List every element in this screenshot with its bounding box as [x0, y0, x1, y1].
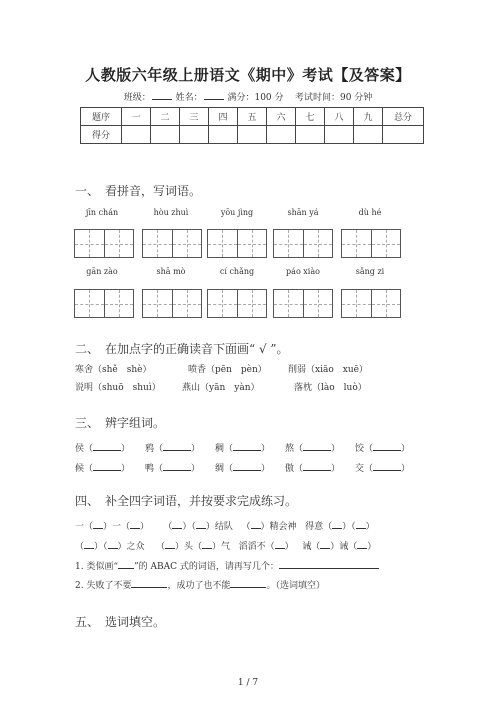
answer-blank[interactable]	[202, 539, 212, 549]
writing-grid[interactable]	[341, 289, 401, 318]
pinyin-label: cí chǎng	[219, 267, 255, 276]
pinyin-label: dù hé	[358, 208, 382, 217]
answer-blank[interactable]	[320, 539, 330, 549]
section-3-title: 三、 辨字组词。	[75, 416, 166, 430]
answer-blank[interactable]	[108, 539, 118, 549]
score-table-score-row	[81, 126, 424, 144]
idiom-line-2: （ ）（ ）之众 （ ）头（ ）气 滔滔不（ ） 诫（ ）诫（ ）	[75, 539, 376, 552]
score-cell: 四	[209, 108, 238, 126]
exam-info-line	[0, 90, 496, 103]
section-4-title: 四、 补全四字词语，并按要求完成练习。	[75, 494, 298, 508]
word-group-item: 饺（ ）	[355, 441, 410, 454]
full-score-label: 满分：100 分	[227, 93, 284, 103]
word-group-item: 绸（ ）	[215, 461, 270, 474]
writing-grid[interactable]	[273, 229, 333, 258]
answer-blank[interactable]	[93, 519, 103, 529]
score-input-cell[interactable]	[383, 126, 424, 144]
word-group-item: 鸭（ ）	[145, 461, 200, 474]
word-group-item: 交（ ）	[355, 461, 410, 474]
score-cell: 八	[325, 108, 354, 126]
score-cell: 五	[238, 108, 267, 126]
answer-blank[interactable]	[196, 519, 206, 529]
word-group-item: 侯（ ）	[75, 441, 130, 454]
pinyin-label: sǎng zi	[355, 267, 385, 276]
pinyin-label: páo xiào	[286, 267, 320, 276]
score-input-cell[interactable]	[180, 126, 209, 144]
answer-blank[interactable]	[163, 441, 191, 451]
writing-grid[interactable]	[273, 289, 333, 318]
word-group-item: 鸦（ ）	[145, 441, 200, 454]
score-input-cell[interactable]	[238, 126, 267, 144]
idiom-line-1: 一（ ）一（ ） （ ）（ ）结队 （ ）精会神 得意（ ）（ ）	[75, 519, 375, 532]
answer-blank[interactable]	[233, 441, 261, 451]
score-input-cell[interactable]	[122, 126, 151, 144]
answer-blank[interactable]	[163, 461, 191, 471]
section-1-title: 一、 看拼音，写词语。	[75, 184, 202, 198]
answer-blank[interactable]	[93, 461, 121, 471]
word-group-item: 稠（ ）	[215, 441, 270, 454]
section-2-title: 二、 在加点字的正确读音下面画“ √ ”。	[75, 342, 289, 356]
answer-blank[interactable]	[118, 559, 134, 569]
answer-blank[interactable]	[165, 539, 175, 549]
writing-grid[interactable]	[341, 229, 401, 258]
exam-time-label: 考试时间：90 分钟	[294, 93, 373, 103]
writing-grid[interactable]	[142, 229, 202, 258]
score-table	[80, 107, 424, 144]
writing-grid[interactable]	[207, 289, 267, 318]
word-group-item: 傲（ ）	[285, 461, 340, 474]
pronunciation-item[interactable]: 落枕（lào luò）	[294, 383, 367, 393]
score-cell: 一	[122, 108, 151, 126]
answer-blank[interactable]	[303, 461, 331, 471]
pinyin-label: jīn chán	[85, 208, 119, 217]
score-cell: 二	[151, 108, 180, 126]
score-input-cell[interactable]	[325, 126, 354, 144]
score-cell: 三	[180, 108, 209, 126]
pronunciation-item[interactable]: 喷香（pēn pèn）	[188, 365, 267, 375]
answer-blank[interactable]	[373, 461, 401, 471]
score-cell: 六	[267, 108, 296, 126]
pinyin-label: shā mò	[156, 267, 186, 276]
answer-blank[interactable]	[233, 461, 261, 471]
score-input-cell[interactable]	[354, 126, 383, 144]
word-group-item: 候（ ）	[75, 461, 130, 474]
score-cell: 总分	[383, 108, 424, 126]
answer-blank[interactable]	[279, 559, 379, 569]
writing-grid[interactable]	[74, 229, 134, 258]
answer-blank[interactable]	[131, 578, 167, 588]
writing-grid[interactable]	[207, 229, 267, 258]
score-input-cell[interactable]	[267, 126, 296, 144]
score-table-header-row	[81, 108, 424, 126]
writing-grid[interactable]	[142, 289, 202, 318]
pinyin-label: gān zào	[86, 267, 118, 276]
pronunciation-item[interactable]: 说明（shuō shuì）	[75, 383, 161, 393]
answer-blank[interactable]	[84, 539, 94, 549]
writing-grid[interactable]	[74, 289, 134, 318]
page-title: 人教版六年级上册语文《期中》考试【及答案】	[85, 66, 411, 84]
answer-blank[interactable]	[130, 519, 140, 529]
score-cell: 题序	[81, 108, 122, 126]
exercise-question-1: 1. 类似画“ ”的 ABAC 式的词语，请再写几个：	[75, 559, 379, 572]
class-blank[interactable]	[152, 91, 172, 100]
answer-blank[interactable]	[356, 519, 366, 529]
name-label: 姓名：	[175, 93, 203, 103]
answer-blank[interactable]	[275, 539, 285, 549]
answer-blank[interactable]	[332, 519, 342, 529]
pinyin-label: shān yá	[287, 208, 319, 217]
answer-blank[interactable]	[303, 441, 331, 451]
pronunciation-item[interactable]: 燕山（yān yàn）	[182, 383, 260, 393]
answer-blank[interactable]	[93, 441, 121, 451]
score-input-cell[interactable]	[296, 126, 325, 144]
class-label: 班级：	[123, 93, 151, 103]
score-cell: 得分	[81, 126, 122, 144]
word-group-item: 熬（ ）	[285, 441, 340, 454]
name-blank[interactable]	[204, 91, 224, 100]
page-number: 1 / 7	[237, 678, 259, 688]
pronunciation-item[interactable]: 寒舍（shě shè）	[75, 365, 152, 375]
score-input-cell[interactable]	[151, 126, 180, 144]
answer-blank[interactable]	[373, 441, 401, 451]
answer-blank[interactable]	[357, 539, 367, 549]
answer-blank[interactable]	[251, 519, 261, 529]
pronunciation-item[interactable]: 削弱（xiāo xuē）	[288, 365, 368, 375]
exercise-question-2: 2. 失败了不要 ，成功了也不能 。（选词填空）	[75, 578, 325, 591]
answer-blank[interactable]	[172, 519, 182, 529]
score-cell: 九	[354, 108, 383, 126]
score-input-cell[interactable]	[209, 126, 238, 144]
pinyin-label: hòu zhuì	[153, 208, 189, 217]
answer-blank[interactable]	[230, 578, 266, 588]
score-cell: 七	[296, 108, 325, 126]
pinyin-label: yōu jìng	[220, 208, 254, 217]
section-5-title: 五、 选词填空。	[75, 615, 166, 629]
